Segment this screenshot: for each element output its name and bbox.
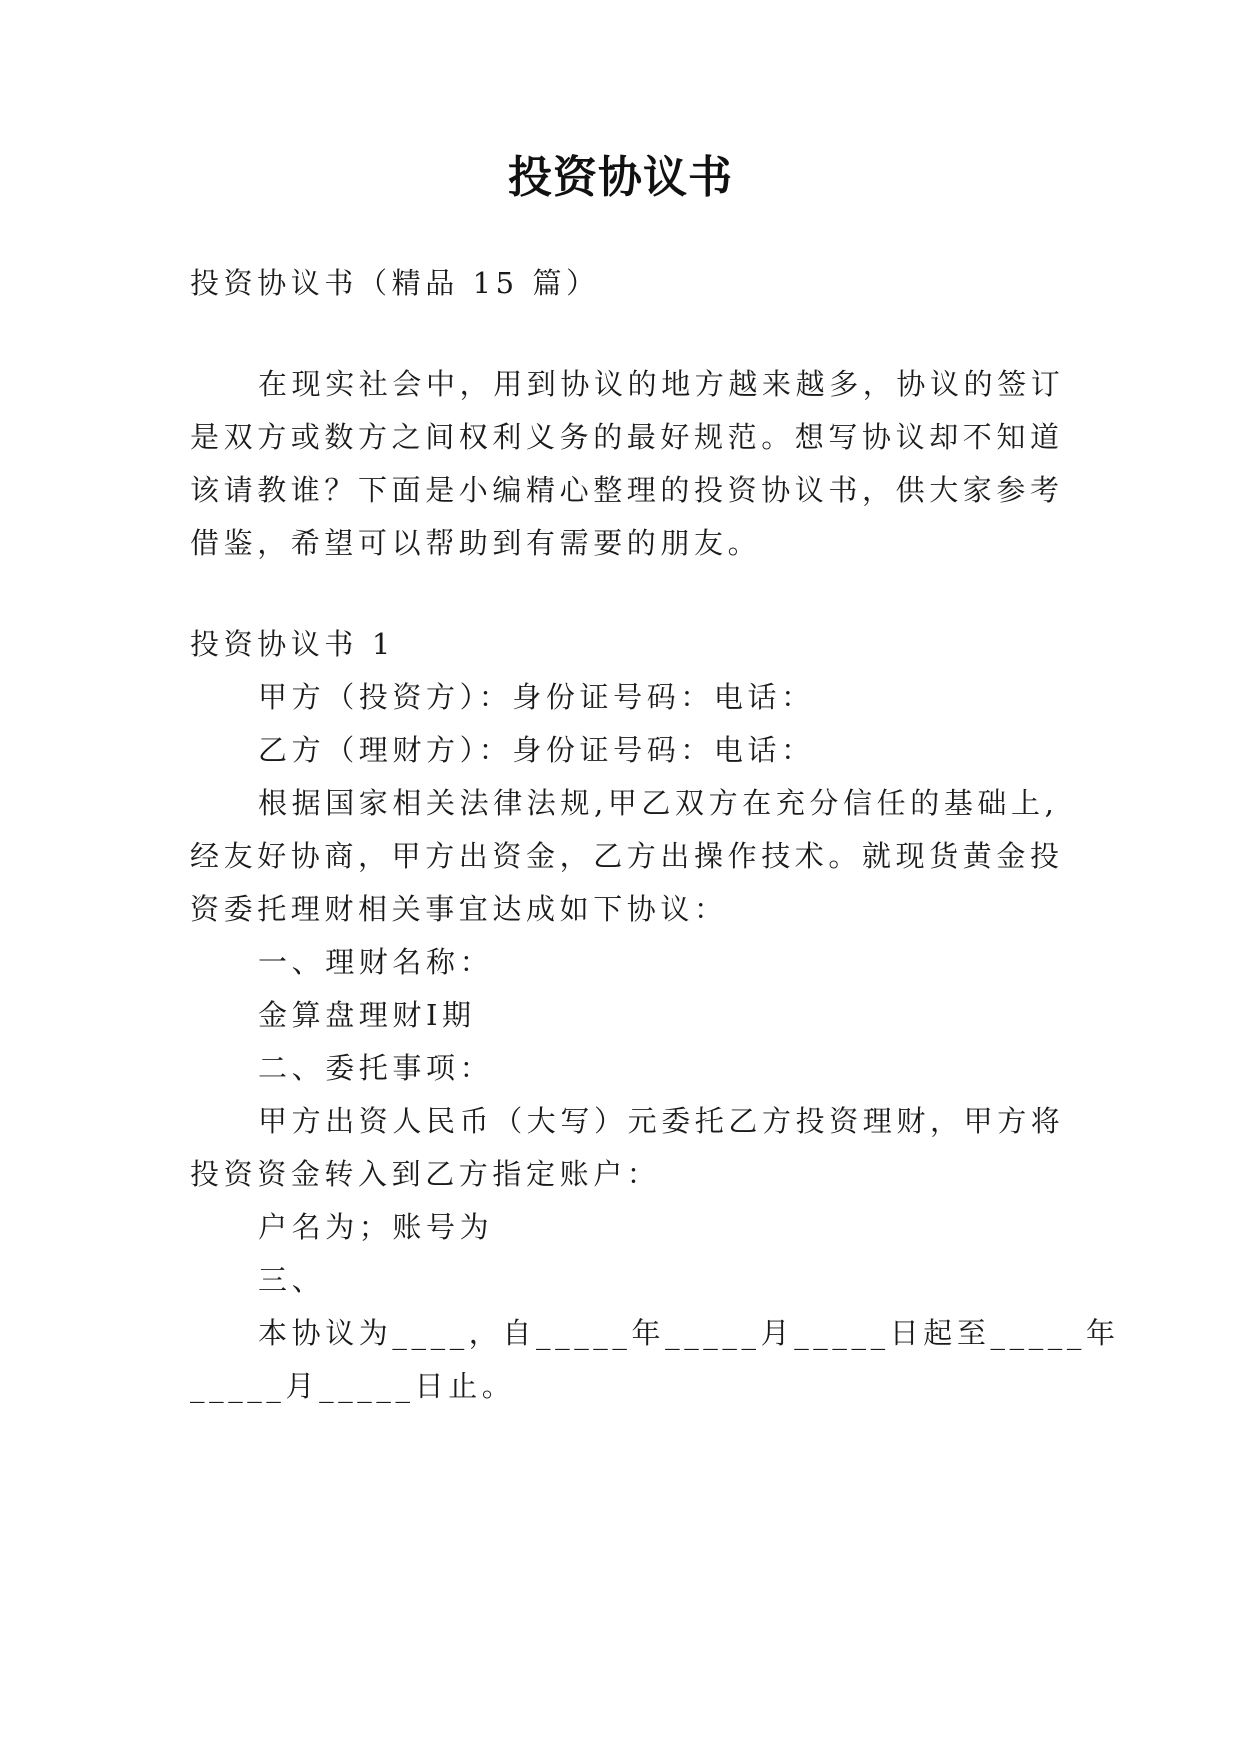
document-subtitle: 投资协议书（精品 15 篇） bbox=[190, 266, 600, 300]
clause-1-value: 金算盘理财Ⅰ期 bbox=[258, 998, 476, 1032]
intro-line-2: 是双方或数方之间权利义务的最好规范。想写协议却不知道 bbox=[190, 420, 1064, 454]
basis-line-3: 资委托理财相关事宜达成如下协议： bbox=[190, 892, 728, 926]
clause-1-heading: 一、理财名称： bbox=[258, 945, 494, 979]
party-a-line: 甲方（投资方）：身份证号码：电话： bbox=[258, 680, 815, 714]
basis-line-2: 经友好协商，甲方出资金，乙方出操作技术。就现货黄金投 bbox=[190, 839, 1064, 873]
term-line-2: _____月_____日止。 bbox=[190, 1369, 516, 1403]
term-line-1: 本协议为____，自_____年_____月_____日起至_____年 bbox=[258, 1316, 1120, 1350]
clause-2-line-1: 甲方出资人民币（大写）元委托乙方投资理财，甲方将 bbox=[258, 1104, 1065, 1138]
intro-line-3: 该请教谁？下面是小编精心整理的投资协议书，供大家参考 bbox=[190, 473, 1064, 507]
basis-line-1: 根据国家相关法律法规,甲乙双方在充分信任的基础上, bbox=[258, 786, 1059, 820]
clause-3-heading: 三、 bbox=[258, 1263, 326, 1297]
account-line: 户名为；账号为 bbox=[258, 1210, 494, 1244]
clause-2-line-2: 投资资金转入到乙方指定账户： bbox=[190, 1157, 661, 1191]
document-title: 投资协议书 bbox=[508, 152, 733, 203]
clause-2-heading: 二、委托事项： bbox=[258, 1051, 494, 1085]
intro-line-4: 借鉴，希望可以帮助到有需要的朋友。 bbox=[190, 526, 762, 560]
party-b-line: 乙方（理财方）：身份证号码：电话： bbox=[258, 733, 815, 767]
intro-line-1: 在现实社会中，用到协议的地方越来越多，协议的签订 bbox=[258, 367, 1065, 401]
section-heading: 投资协议书 1 bbox=[190, 627, 395, 661]
